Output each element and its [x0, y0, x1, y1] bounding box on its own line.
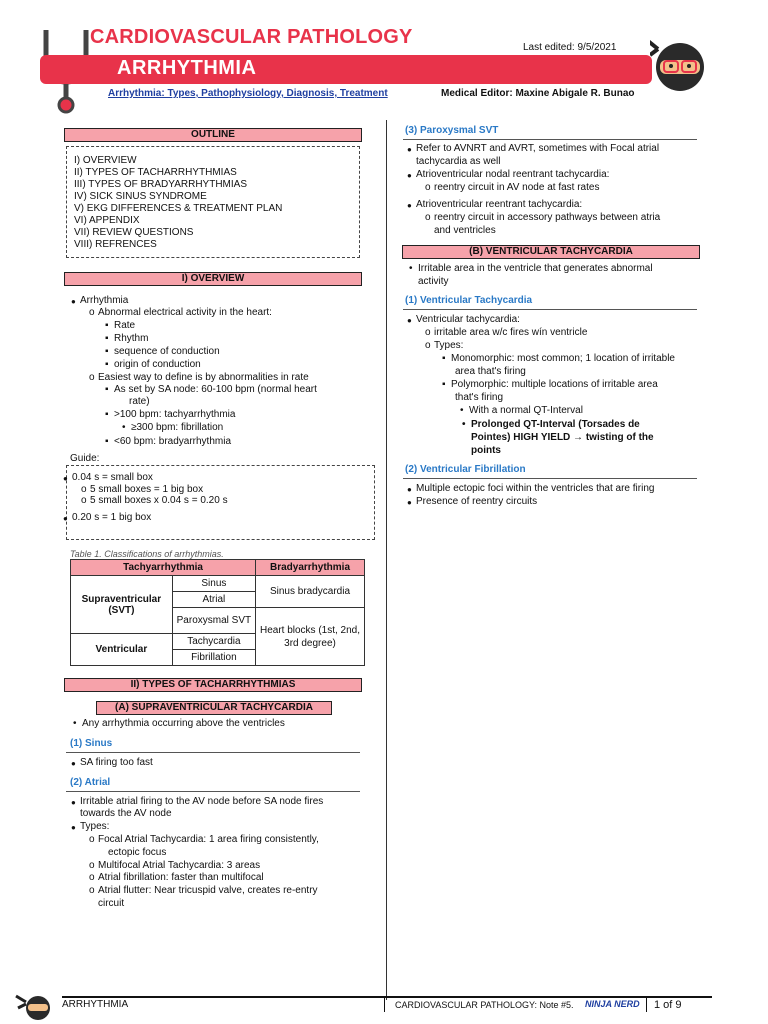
list-item: ● SA firing too fast [80, 757, 153, 769]
list-item: ▪ Polymorphic: multiple locations of irritable area [451, 379, 658, 391]
tachy-heading: II) TYPES OF TACHARRHYTHMIAS [64, 678, 362, 692]
footer-brand-logo: NINJA NERD [585, 999, 640, 1009]
list-item: ▪ sequence of conduction [114, 346, 220, 358]
sinus-heading: (1) Sinus [70, 738, 113, 749]
outline-item[interactable]: IV) SICK SINUS SYNDROME [74, 191, 207, 202]
list-item: o Multifocal Atrial Tachycardia: 3 areas [98, 860, 260, 872]
table-caption: Table 1. Classifications of arrhythmias. [70, 549, 224, 559]
list-item: • Prolonged QT-Interval (Torsades de [471, 419, 640, 431]
vf-heading: (2) Ventricular Fibrillation [405, 464, 526, 475]
footer-note: CARDIOVASCULAR PATHOLOGY: Note #5. [395, 1000, 574, 1010]
list-item: activity [418, 276, 449, 287]
list-item: ● Atrioventricular nodal reentrant tachycardia: [416, 169, 609, 181]
list-item: • ≥300 bpm: fibrillation [131, 422, 223, 434]
guide-item: ● 0.20 s = 1 big box [72, 512, 151, 524]
guide-item: ● 0.04 s = small box [72, 472, 153, 484]
vt-heading: (B) VENTRICULAR TACHYCARDIA [402, 245, 700, 259]
divider [66, 791, 360, 792]
table-header: Bradyarrhythmia [256, 560, 365, 576]
table-cell: Sinus bradycardia [256, 576, 365, 608]
divider [403, 478, 697, 479]
medical-editor: Medical Editor: Maxine Abigale R. Bunao [441, 88, 635, 99]
list-item: • Any arrhythmia occurring above the ventricles [82, 718, 285, 730]
list-item: o Focal Atrial Tachycardia: 1 area firing consistently, [98, 834, 319, 846]
course-title: CARDIOVASCULAR PATHOLOGY [90, 26, 413, 48]
vt-sub-heading: (1) Ventricular Tachycardia [405, 295, 533, 306]
table-cell: Paroxysmal SVT [172, 608, 255, 634]
list-item: ▪ >100 bpm: tachyarrhythmia [114, 409, 235, 421]
list-item: o Atrial fibrillation: faster than multifocal [98, 872, 264, 884]
list-item: ● Ventricular tachycardia: [416, 314, 520, 326]
outline-item[interactable]: II) TYPES OF TACHARRHYTHMIAS [74, 167, 237, 178]
list-item: Pointes) HIGH YIELD → twisting of the [471, 432, 654, 443]
table-cell: Tachycardia [172, 634, 255, 650]
list-item: ● Refer to AVNRT and AVRT, sometimes with Focal atrial [416, 143, 659, 155]
divider [66, 752, 360, 753]
table-cell: Heart blocks (1st, 2nd, 3rd degree) [256, 608, 365, 666]
list-item: ● Types: [80, 821, 109, 833]
classification-table [70, 559, 365, 666]
list-item: and ventricles [434, 225, 496, 236]
table-cell: Sinus [172, 576, 255, 592]
list-item: ▪ Rhythm [114, 333, 148, 345]
footer-topic: ARRHYTHMIA [62, 999, 129, 1010]
list-item: tachycardia as well [416, 156, 501, 167]
guide-label: Guide: [70, 453, 100, 464]
list-item: o Types: [434, 340, 463, 352]
list-item: towards the AV node [80, 808, 172, 819]
list-item: ● Atrioventricular reentrant tachycardia: [416, 199, 582, 211]
list-item: ● Arrhythmia [80, 295, 128, 307]
list-item: ectopic focus [108, 847, 167, 858]
list-item: ● Multiple ectopic foci within the ventricles that are firing [416, 483, 654, 495]
table-cell: Ventricular [71, 634, 173, 666]
svt-heading: (A) SUPRAVENTRICULAR TACHYCARDIA [96, 701, 332, 715]
footer-divider [384, 998, 385, 1012]
subtitle-link[interactable]: Arrhythmia: Types, Pathophysiology, Diagnosis, Treatment [108, 88, 388, 99]
psvt-heading: (3) Paroxysmal SVT [405, 125, 499, 136]
footer-divider [646, 998, 647, 1012]
ninja-mascot-icon [650, 35, 712, 93]
list-item: points [471, 445, 501, 456]
list-item: o Atrial flutter: Near tricuspid valve, creates re-entry [98, 885, 318, 897]
list-item: ▪ <60 bpm: bradyarrhythmia [114, 436, 231, 448]
outline-item[interactable]: III) TYPES OF BRADYARRHYTHMIAS [74, 179, 247, 190]
list-item: that's firing [455, 392, 504, 403]
ninja-footer-icon [10, 992, 56, 1022]
guide-item: o 5 small boxes = 1 big box [90, 484, 203, 496]
list-item: rate) [129, 396, 150, 407]
outline-item[interactable]: VII) REVIEW QUESTIONS [74, 227, 194, 238]
table-cell: Fibrillation [172, 650, 255, 666]
list-item: • Irritable area in the ventricle that generates abnormal [418, 263, 653, 275]
overview-heading: I) OVERVIEW [64, 272, 362, 286]
list-item: o reentry circuit in accessory pathways between atria [434, 212, 660, 224]
atrial-heading: (2) Atrial [70, 777, 111, 788]
list-item: ● Presence of reentry circuits [416, 496, 537, 508]
outline-item[interactable]: VIII) REFRENCES [74, 239, 157, 250]
divider [403, 139, 697, 140]
list-item: ▪ Rate [114, 320, 135, 332]
last-edited: Last edited: 9/5/2021 [523, 42, 617, 53]
outline-item[interactable]: I) OVERVIEW [74, 155, 137, 166]
list-item: ● Irritable atrial firing to the AV node before SA node fires [80, 796, 323, 808]
table-header: Tachyarrhythmia [71, 560, 256, 576]
topic-title: ARRHYTHMIA [117, 57, 257, 79]
list-item: o Easiest way to define is by abnormalities in rate [98, 372, 309, 384]
outline-heading: OUTLINE [64, 128, 362, 142]
list-item: circuit [98, 898, 125, 909]
divider [403, 309, 697, 310]
outline-item[interactable]: V) EKG DIFFERENCES & TREATMENT PLAN [74, 203, 283, 214]
table-cell: Supraventricular (SVT) [71, 576, 173, 634]
list-item: o irritable area w/c fires wín ventricle [434, 327, 587, 339]
outline-item[interactable]: VI) APPENDIX [74, 215, 140, 226]
list-item: o reentry circuit in AV node at fast rates [434, 182, 599, 194]
list-item: ▪ Monomorphic: most common; 1 location of irritable [451, 353, 675, 365]
column-divider [386, 120, 387, 1000]
list-item: ▪ As set by SA node: 60-100 bpm (normal heart [114, 384, 317, 396]
list-item: o Abnormal electrical activity in the heart: [98, 307, 272, 319]
list-item: ▪ origin of conduction [114, 359, 201, 371]
table-cell: Atrial [172, 592, 255, 608]
guide-item: o 5 small boxes x 0.04 s = 0.20 s [90, 495, 228, 507]
page-number: 1 of 9 [654, 999, 682, 1011]
list-item: area that's firing [455, 366, 526, 377]
list-item: • With a normal QT-Interval [469, 405, 583, 417]
